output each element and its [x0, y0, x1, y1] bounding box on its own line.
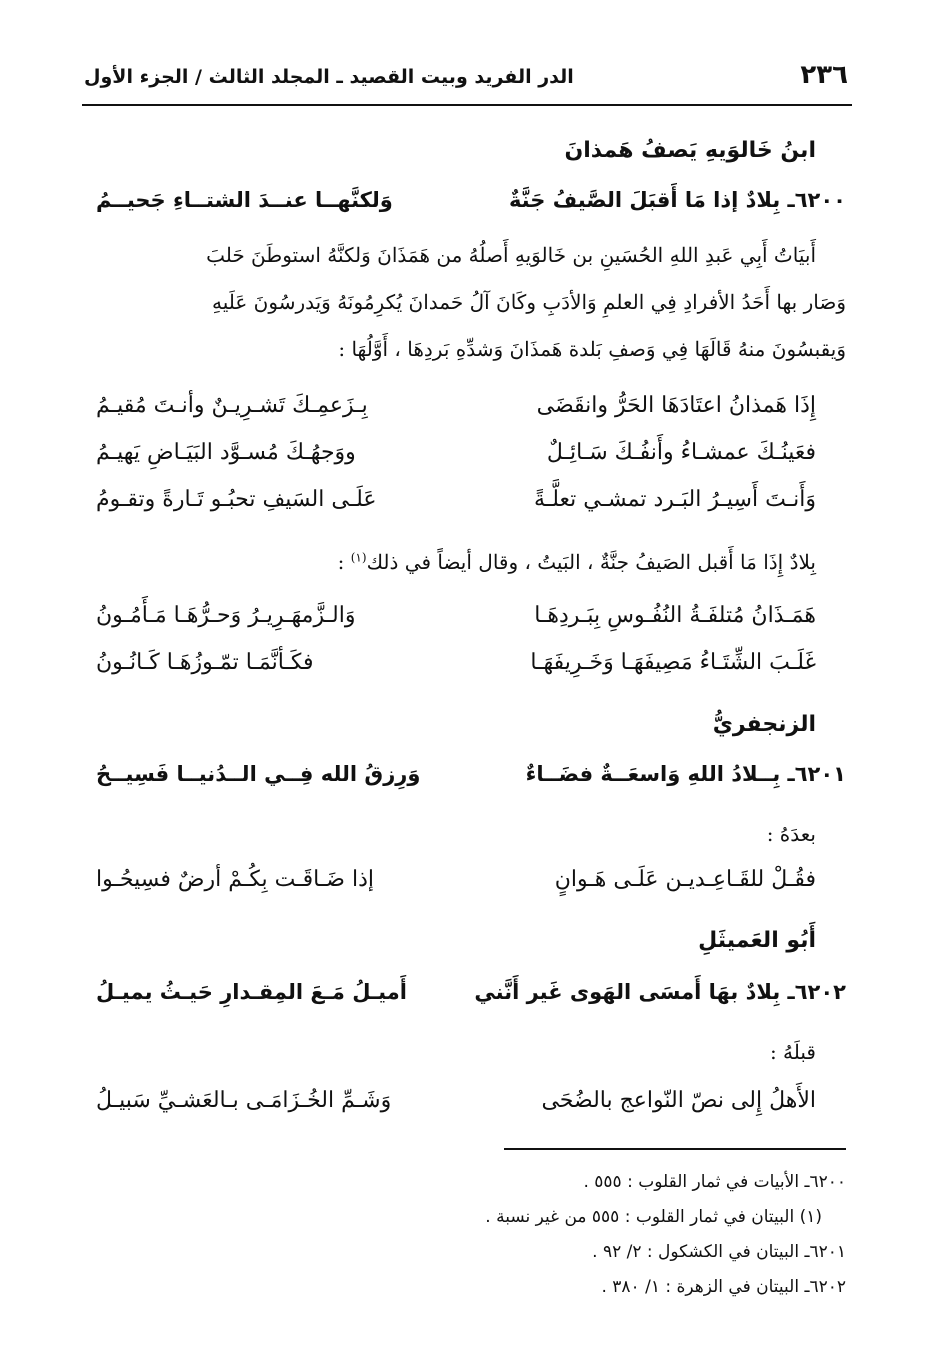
poem-verse — [96, 603, 846, 643]
prose-line: أَبيَاتُ أَبِي عَبدِ اللهِ الحُسَينِ بن خَالوَيهِ أَصلُهُ من هَمَذَانَ وَلكنَّهُ استوطَنَ حَلبَ — [206, 243, 816, 267]
footnote-ref: (١) — [350, 550, 367, 565]
verse-hemistich-first: الأَهلُ إِلى نصّ النّواعج بالضُحَى — [541, 1088, 816, 1113]
page-number: ٢٣٦ — [800, 60, 848, 90]
prose-text: بِلادٌ إِذَا مَا أَقبل الصَيفُ جنَّةٌ ، البَيتُ ، وقال أيضاً في ذلك — [366, 550, 816, 574]
footnote: (١) البيتان في ثمار القلوب : ٥٥٥ من غير نسبة . — [485, 1207, 822, 1227]
verse-hemistich-first: غَلَـبَ الشِّتَـاءُ مَصِيفَهَـا وَخَـرِيفَهَـا — [530, 650, 816, 675]
verse-6200 — [96, 188, 846, 228]
section-heading-abu-al-amaythal: أَبُو العَميثَلِ — [698, 928, 816, 953]
poem-verse — [96, 867, 846, 907]
verse-hemistich-first: إِذَا هَمذانُ اعتَادَهَا الحَرُّ وانقَضَى — [536, 393, 816, 418]
poem-verse — [96, 1088, 846, 1128]
verse-hemistich-first: ٦٢٠١ـ بِــلادُ اللهِ وَاسعَــةٌ فضَــاءٌ — [525, 762, 846, 786]
verse-hemistich-second: إذا ضَـاقَـت بِكُـمْ أرضٌ فسِيحُـوا — [96, 867, 374, 892]
poem-verse — [96, 650, 846, 690]
verse-hemistich-second: أَميـلُ مَـعَ المِقـدارِ حَيـثُ يميـلُ — [96, 980, 407, 1004]
footnote-rule — [504, 1148, 846, 1150]
verse-hemistich-second: فكَـأنَّمَـا تمّـوزُهَـا كَـانُـونُ — [96, 650, 314, 675]
poem-verse — [96, 440, 846, 480]
verse-hemistich-second: وَلكنَّهــا عنــدَ الشتــاءِ جَحيــمُ — [96, 188, 393, 212]
footnote: ٦٢٠٢ـ البيتان في الزهرة : ١/ ٣٨٠ . — [601, 1277, 846, 1297]
verse-6201 — [96, 762, 846, 802]
verse-hemistich-second: وَالـزَّمهَـرِيـرُ وَحـرُّهَـا مَـأَمُـونُ — [96, 603, 356, 628]
verse-hemistich-second: وَرِزقُ الله فِــي الــدُنيــا فَسِيــحُ — [96, 762, 421, 786]
verse-hemistich-second: ووَجهُـكَ مُسـوَّد البَيَـاضِ يَهيـمُ — [96, 440, 356, 465]
footnote: ٦٢٠٠ـ الأبيات في ثمار القلوب : ٥٥٥ . — [583, 1172, 846, 1192]
prose-line: وَيقبسُونَ منهُ قَالَهَا فِي وَصفِ بَلدة هَمذَانَ وَشدِّهِ بَردِهَا ، أَوَّلُهَا : — [338, 337, 846, 361]
prose-line — [82, 550, 816, 574]
header-rule — [82, 104, 852, 106]
verse-hemistich-first: ٦٢٠٢ـ بِلادٌ بهَا أَمسَى الهَوى غَير أَنَّني — [474, 980, 846, 1004]
verse-hemistich-second: وَشَـمِّ الخُـزَامَـى بـالعَشـيِّ سَبيـلُ — [96, 1088, 392, 1113]
running-header — [82, 58, 852, 98]
section-heading-zanjafari: الزنجفريُّ — [712, 712, 816, 737]
prose-line: وَصَار بها أَحَدُ الأفرادِ فِي العلمِ وَالأدَبِ وكَانَ آلُ حَمدانَ يُكرِمُونَهُ وَيَدرسُونَ عَلَيهِ — [212, 290, 846, 314]
verse-6202 — [96, 980, 846, 1020]
verse-hemistich-first: ٦٢٠٠ـ بِلادٌ إذا مَا أَقبَلَ الصَّيفُ جَنَّةٌ — [508, 188, 846, 212]
poem-verse — [96, 393, 846, 433]
poem-verse — [96, 487, 846, 527]
prose-text-end: : — [337, 550, 351, 574]
verse-hemistich-first: فقُـلْ للقَـاعِـديـن عَلَـى هَـوانٍ — [554, 867, 816, 892]
before-label: قبلَهُ : — [769, 1040, 816, 1064]
after-label: بعدَهُ : — [766, 822, 816, 846]
verse-hemistich-first: هَمَـذَانُ مُتلفَـةُ النُفُـوسِ بِبَـردِهَـا — [534, 603, 816, 628]
section-heading-ibn-khalawayh: ابنُ خَالوَيهِ يَصفُ هَمذانَ — [564, 138, 816, 163]
running-title: الدر الفريد وبيت القصيد ـ المجلد الثالث / الجزء الأول — [84, 66, 574, 88]
verse-hemistich-second: بِـزَعمِـكَ تَشـرِيـنٌ وأنـتَ مُقيـمُ — [96, 393, 368, 418]
footnote: ٦٢٠١ـ البيتان في الكشكول : ٢/ ٩٢ . — [592, 1242, 846, 1262]
verse-hemistich-first: فعَينُـكَ عمشـاءُ وأَنفُـكَ سَـائِـلٌ — [546, 440, 816, 465]
verse-hemistich-first: وَأَنـتَ أَسِيـرُ البَـرد تمشـي تعلَّـةً — [534, 487, 816, 512]
verse-hemistich-second: عَلَـى السَيفِ تحبُـو تَـارةً وتقـومُ — [96, 487, 377, 512]
